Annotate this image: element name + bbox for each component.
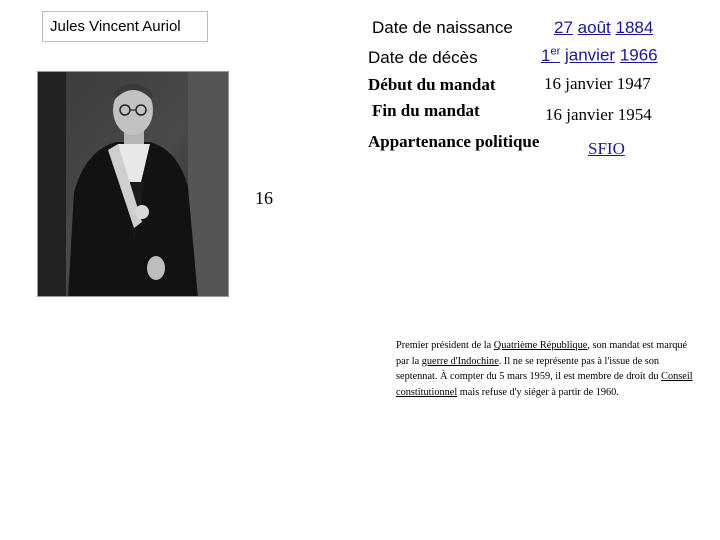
biography-note bbox=[396, 338, 698, 400]
person-name-box bbox=[42, 11, 208, 42]
quatrieme-republique-link[interactable]: Quatrième République bbox=[493, 340, 588, 351]
death-day-link[interactable] bbox=[541, 46, 560, 65]
note-text-3: . Il ne se représente pas à l'issue de son septennat. À compter du 5 mars 1959, il est membre de droit du bbox=[396, 355, 662, 382]
guerre-indochine-link[interactable]: guerre d'Indochine bbox=[421, 355, 499, 367]
portrait-image bbox=[38, 72, 229, 297]
party-link[interactable]: SFIO bbox=[588, 139, 625, 158]
term-start-label: Début du mandat bbox=[368, 75, 496, 94]
term-end-label: Fin du mandat bbox=[372, 101, 480, 120]
death-date bbox=[541, 45, 658, 66]
term-start-value: 16 janvier 1947 bbox=[544, 74, 651, 93]
death-day: 1 bbox=[541, 45, 551, 65]
slide-number: 16 bbox=[255, 188, 273, 208]
note-text-1: Premier président de la bbox=[396, 340, 494, 351]
death-month-link[interactable]: janvier bbox=[564, 45, 616, 65]
death-label: Date de décès bbox=[368, 48, 478, 67]
birth-day-link[interactable]: 27 bbox=[554, 18, 573, 37]
birth-year-link[interactable]: 1884 bbox=[615, 18, 654, 37]
term-end-value: 16 janvier 1954 bbox=[545, 105, 652, 124]
note-text-2: , son mandat est marqué par la bbox=[396, 340, 688, 367]
party-label: Appartenance politique bbox=[368, 132, 540, 151]
person-name: Jules Vincent Auriol bbox=[50, 18, 181, 35]
birth-date bbox=[554, 18, 653, 38]
portrait-photo bbox=[37, 71, 229, 297]
note-text-4: mais refuse d'y siéger à partir de 1960. bbox=[457, 386, 619, 398]
death-day-suffix: er bbox=[550, 45, 561, 57]
birth-label: Date de naissance bbox=[372, 18, 513, 37]
death-year-link[interactable]: 1966 bbox=[619, 45, 658, 65]
conseil-constitutionnel-link[interactable]: Conseil constitutionnel bbox=[396, 371, 693, 398]
birth-month-link[interactable]: août bbox=[577, 18, 611, 37]
